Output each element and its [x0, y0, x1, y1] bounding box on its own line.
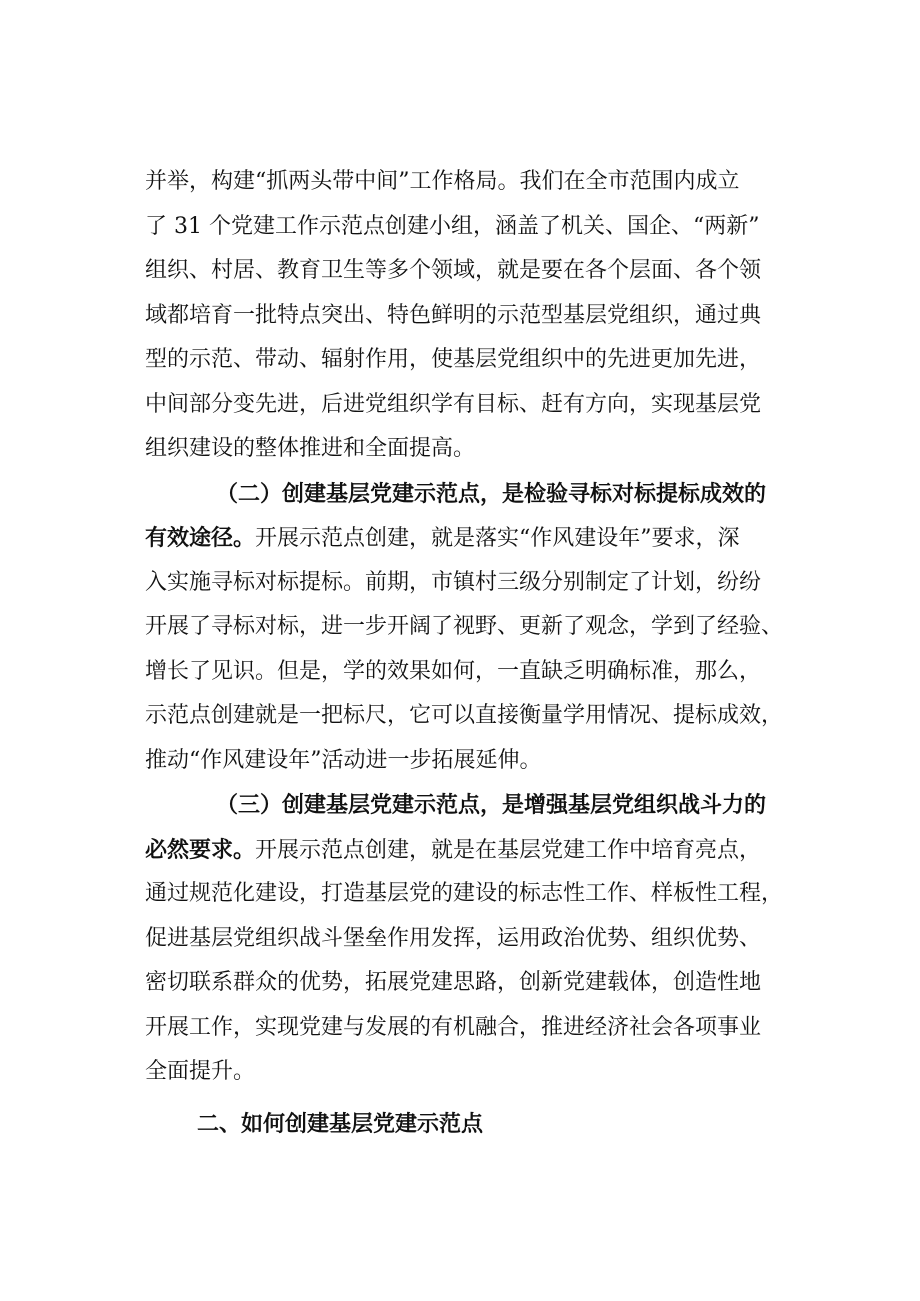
text-line: 推动“作风建设年”活动进一步拓展延伸。	[145, 747, 542, 773]
text-line	[145, 828, 825, 873]
subsection-heading: （三）创建基层党建示范点，是增强基层党组织战斗力的	[216, 792, 767, 818]
text-line: 增长了见识。但是，学的效果如何，一直缺乏明确标准，那么，	[145, 658, 762, 684]
text-line: 入实施寻标对标提标。前期，市镇村三级分别制定了计划，纷纷	[145, 569, 762, 595]
subsection-heading-end: 必然要求。	[145, 836, 256, 863]
text-line: 示范点创建就是一把标尺，它可以直接衡量学用情况、提标成效，	[145, 703, 784, 728]
text-line: 开展了寻标对标，进一步开阔了视野、更新了观念，学到了经验、	[145, 614, 784, 639]
text-line: 组织建设的整体推进和全面提高。	[145, 436, 476, 461]
section-heading: 二、如何创建基层党建示范点	[197, 1111, 484, 1137]
text-line: 型的示范、带动、辐射作用，使基层党组织中的先进更加先进，	[145, 347, 762, 372]
document-body	[145, 160, 825, 1147]
text-line: 促进基层党组织战斗堡垒作用发挥，运用政治优势、组织优势、	[145, 925, 762, 951]
text-line: 域都培育一批特点突出、特色鲜明的示范型基层党组织，通过典	[145, 302, 762, 328]
text-line: 了 31 个党建工作示范点创建小组，涵盖了机关、国企、“两新”	[145, 213, 760, 239]
text-line	[145, 516, 825, 561]
subsection-heading-end: 有效途径。	[145, 525, 256, 551]
text-run: 开展示范点创建，就是落实“作风建设年”要求，深	[255, 526, 740, 551]
text-run: 开展示范点创建，就是在基层党建工作中培育亮点，	[255, 837, 762, 863]
paragraph-2	[145, 472, 825, 784]
paragraph-3	[145, 783, 825, 1095]
text-line: 开展工作，实现党建与发展的有机融合，推进经济社会各项事业	[145, 1014, 762, 1040]
text-line: 组织、村居、教育卫生等多个领域，就是要在各个层面、各个领	[145, 258, 762, 283]
paragraph-1	[145, 160, 825, 472]
text-line: 中间部分变先进，后进党组织学有目标、赶有方向，实现基层党	[145, 391, 762, 417]
text-line: 全面提升。	[145, 1059, 256, 1084]
subsection-heading: （二）创建基层党建示范点，是检验寻标对标提标成效的	[216, 480, 767, 507]
text-line: 密切联系群众的优势，拓展党建思路，创新党建载体，创造性地	[145, 970, 762, 995]
text-line: 通过规范化建设，打造基层党的建设的标志性工作、样板性工程，	[145, 881, 784, 906]
text-line: 并举，构建“抓两头带中间”工作格局。我们在全市范围内成立	[145, 169, 740, 194]
